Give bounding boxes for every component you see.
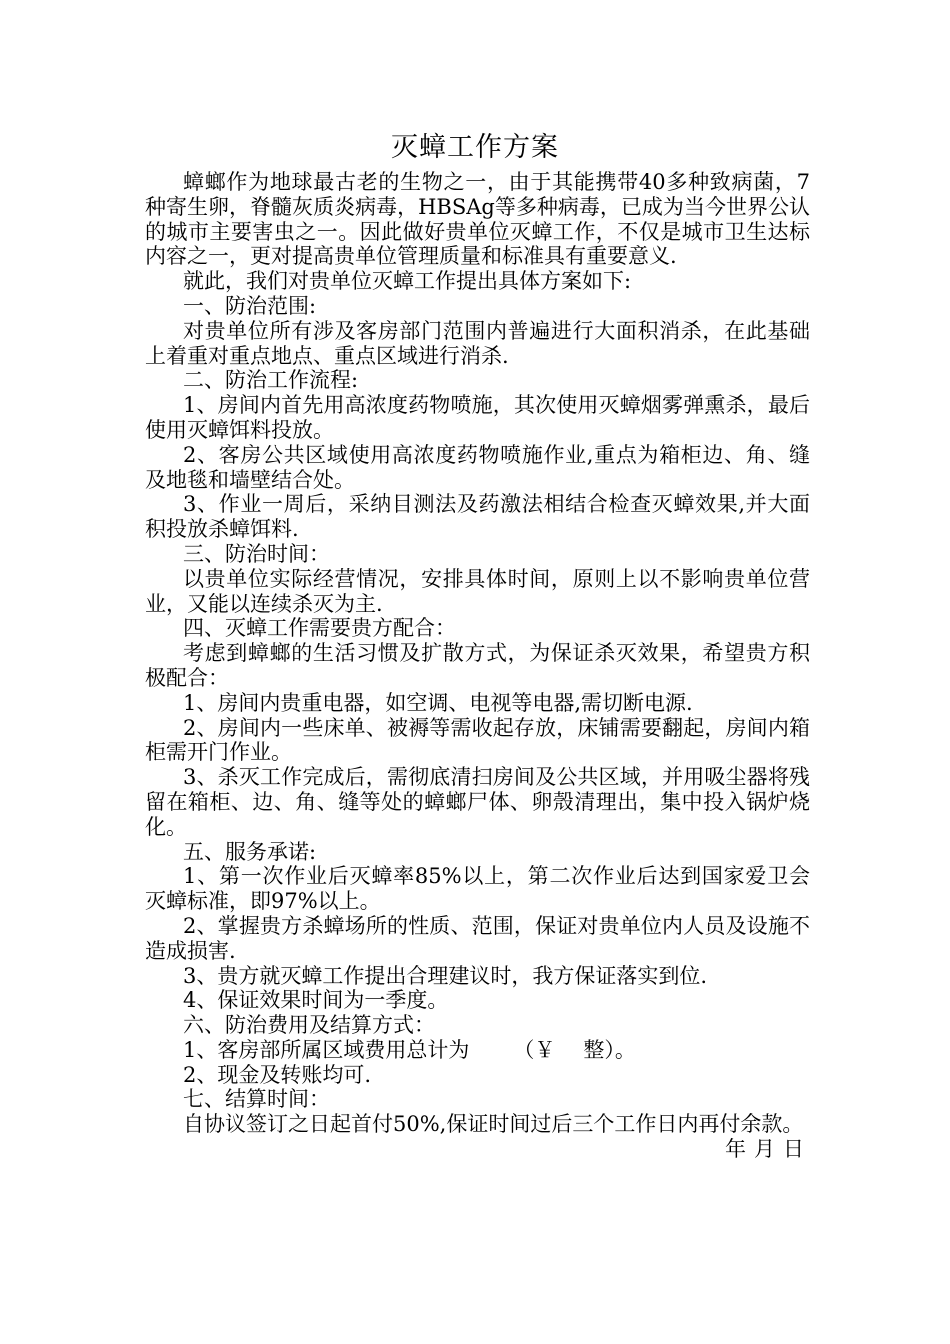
date-line: [145, 1137, 810, 1162]
heading-commitment: 五、服务承诺:: [183, 839, 317, 864]
commitment-item-1: 1、第一次作业后灭蟑率85%以上，第二次作业后达到国家爱卫会灭蟑标准，即97%以上。: [145, 864, 810, 914]
paragraph-settlement: 自协议签订之日起首付50%,保证时间过后三个工作日内再付余款。: [183, 1112, 804, 1137]
fee-amount-open: （￥: [513, 1037, 556, 1062]
document-title: 灭蟑工作方案: [391, 132, 559, 163]
paragraph-time: 以贵单位实际经营情况，安排具体时间，原则上以不影响贵单位营业，又能以连续杀灭为主.: [145, 566, 810, 616]
fee-amount-close: 整）。: [583, 1037, 636, 1062]
heading-fees: 六、防治费用及结算方式：: [183, 1013, 435, 1038]
paragraph-cooperation: 考虑到蟑螂的生活习惯及扩散方式，为保证杀灭效果，希望贵方积极配合：: [145, 641, 810, 690]
heading-workflow: 二、防治工作流程:: [183, 368, 359, 393]
paragraph-scope: 对贵单位所有涉及客房部门范围内普遍进行大面积消杀，在此基础上着重对重点地点、重点区域进行消杀.: [145, 318, 810, 368]
fee-prefix: 1、客房部所属区域费用总计为: [183, 1037, 470, 1062]
workflow-item-1: 1、房间内首先用高浓度药物喷施，其次使用灭蟑烟雾弹熏杀，最后使用灭蟑饵料投放。: [145, 393, 810, 442]
cooperation-item-3: 3、杀灭工作完成后，需彻底清扫房间及公共区域，并用吸尘器将残留在箱柜、边、角、缝等处的蟑螂尸体、卵殼清理出，集中投入锅炉烧化。: [145, 765, 810, 839]
date-month: 月: [754, 1137, 775, 1162]
commitment-item-2: 2、掌握贵方杀蟑场所的性质、范围，保证对贵单位内人员及设施不造成损害.: [145, 913, 810, 963]
fee-item-1: [145, 1038, 810, 1063]
cooperation-item-1: 1、房间内贵重电器，如空调、电视等电器,需切断电源.: [183, 690, 693, 715]
workflow-item-2: 2、客房公共区域使用高浓度药物喷施作业,重点为箱柜边、角、缝及地毯和墙壁结合处。: [145, 442, 810, 492]
heading-time: 三、防治时间：: [183, 541, 330, 566]
paragraph-plan-lead: 就此，我们对贵单位灭蟑工作提出具体方案如下:: [183, 269, 632, 294]
paragraph-intro: 蟑螂作为地球最古老的生物之一，由于其能携带40多种致病菌，7种寄生卵，脊髓灰质炎病毒，HBSAg等多种病毒，已成为当今世界公认的城市主要害虫之一。因此做好贵单位灭蟑工作，不仅是城市卫生达标内容之一，更对提高贵单位管理质量和标准具有重要意义.: [145, 170, 810, 269]
heading-cooperation: 四、灭蟑工作需要贵方配合：: [183, 616, 456, 641]
fee-item-2: 2、现金及转账均可.: [183, 1062, 372, 1087]
date-year: 年: [725, 1137, 746, 1162]
commitment-item-3: 3、贵方就灭蟑工作提出合理建议时，我方保证落实到位.: [183, 963, 708, 988]
heading-settlement: 七、结算时间：: [183, 1087, 330, 1112]
workflow-item-3: 3、作业一周后，采纳目测法及药激法相结合检查灭蟑效果,并大面积投放杀蟑饵料.: [145, 492, 810, 542]
date-day: 日: [783, 1137, 804, 1162]
cooperation-item-2: 2、房间内一些床单、被褥等需收起存放，床铺需要翻起，房间内箱柜需开门作业。: [145, 715, 810, 765]
document-body: [145, 170, 810, 1162]
commitment-item-4: 4、保证效果时间为一季度。: [183, 988, 449, 1013]
heading-scope: 一、防治范围:: [183, 293, 317, 318]
